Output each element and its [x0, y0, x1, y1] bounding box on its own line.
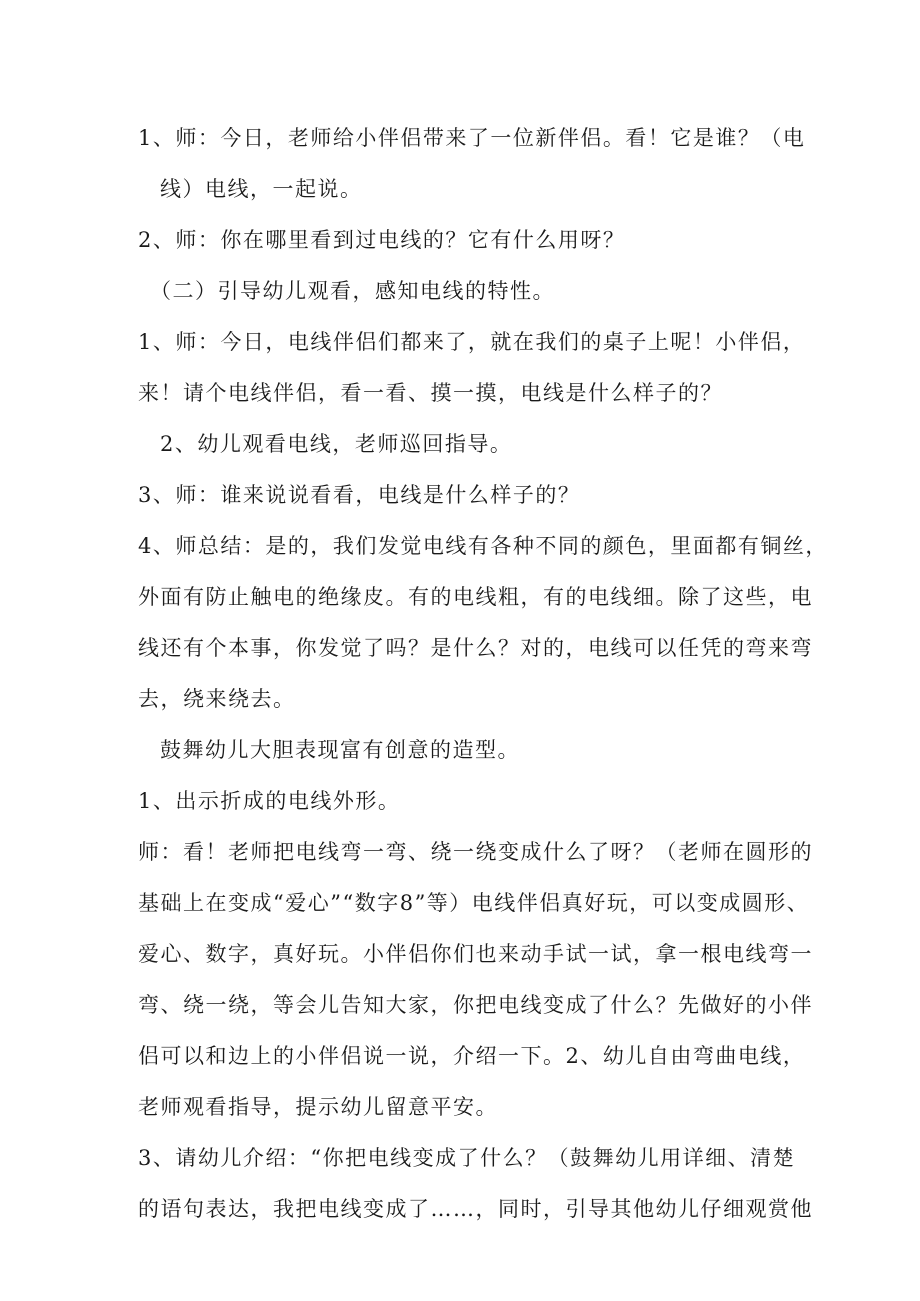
- text-line: 爱心、数字，真好玩。小伴侣你们也来动手试一试，拿一根电线弯一: [138, 942, 813, 966]
- text-line: 老师观看指导，提示幼儿留意平安。: [138, 1095, 498, 1119]
- section-heading: 鼓舞幼儿大胆表现富有创意的造型。: [160, 738, 520, 762]
- text-line: 1、师：今日，电线伴侣们都来了，就在我们的桌子上呢！小伴侣，: [138, 330, 806, 354]
- text-line: 的语句表达，我把电线变成了……，同时，引导其他幼儿仔细观赏他: [138, 1197, 813, 1221]
- text-line: 1、出示折成的电线外形。: [138, 789, 401, 813]
- text-line: 4、师总结：是的，我们发觉电线有各种不同的颜色，里面都有铜丝，: [138, 534, 828, 558]
- text-line: 3、请幼儿介绍：“你把电线变成了什么？（鼓舞幼儿用详细、清楚: [138, 1146, 796, 1170]
- text-line: 来！请个电线伴侣，看一看、摸一摸，电线是什么样子的？: [138, 381, 723, 405]
- section-heading: （二）引导幼儿观看，感知电线的特性。: [150, 279, 555, 303]
- text-line: 1、师：今日，老师给小伴侣带来了一位新伴侣。看！它是谁？（电: [138, 126, 806, 150]
- text-line: 侣可以和边上的小伴侣说一说，介绍一下。2、幼儿自由弯曲电线，: [138, 1044, 806, 1068]
- text-line: 3、师：谁来说说看看，电线是什么样子的？: [138, 483, 581, 507]
- text-line: 基础上在变成“爱心”“数字8”等）电线伴侣真好玩，可以变成圆形、: [138, 891, 810, 915]
- text-line: 弯、绕一绕，等会儿告知大家，你把电线变成了什么？先做好的小伴: [138, 993, 813, 1017]
- text-line: 外面有防止触电的绝缘皮。有的电线粗，有的电线细。除了这些，电: [138, 585, 813, 609]
- text-line: 2、幼儿观看电线，老师巡回指导。: [160, 432, 513, 456]
- text-line: 线还有个本事，你发觉了吗？是什么？对的，电线可以任凭的弯来弯: [138, 636, 813, 660]
- text-line: 2、师：你在哪里看到过电线的？它有什么用呀？: [138, 228, 626, 252]
- text-line: 去，绕来绕去。: [138, 687, 296, 711]
- text-line: 师：看！老师把电线弯一弯、绕一绕变成什么了呀？（老师在圆形的: [138, 840, 813, 864]
- text-line: 线）电线，一起说。: [160, 177, 363, 201]
